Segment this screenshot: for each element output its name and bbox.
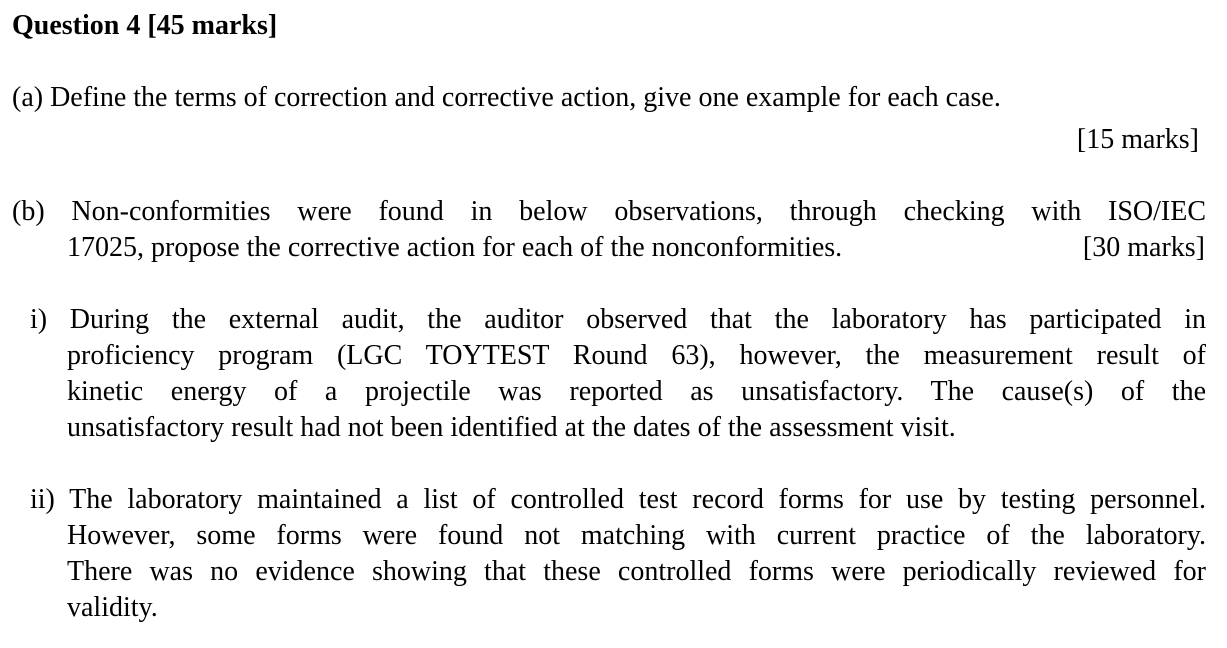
item-i-line-1-wrap bbox=[30, 302, 1206, 338]
question-title: Question 4 [45 marks] bbox=[12, 10, 278, 41]
item-i-line-3: kinetic energy of a projectile was reported as unsatisfactory. The cause(s) of the bbox=[67, 376, 1206, 407]
item-i-line-4: unsatisfactory result had not been identified at the dates of the assessment visit. bbox=[67, 412, 956, 443]
part-b-line-2: 17025, propose the corrective action for each of the nonconformities. bbox=[67, 232, 843, 263]
item-i-body bbox=[67, 338, 1206, 446]
item-i-line-2: proficiency program (LGC TOYTEST Round 63), however, the measurement result of bbox=[67, 340, 1206, 371]
item-ii-line-2: However, some forms were found not matching with current practice of the laboratory. bbox=[67, 520, 1206, 551]
item-ii-line-3: There was no evidence showing that these controlled forms were periodically reviewed for bbox=[67, 556, 1206, 587]
item-ii-body bbox=[67, 518, 1206, 626]
part-b-line-1: (b) Non-conformities were found in below observations, through checking with ISO/IEC bbox=[12, 196, 1206, 227]
item-i-line-1: i) During the external audit, the auditor observed that the laboratory has participated in bbox=[30, 304, 1206, 335]
part-a-marks: [15 marks] bbox=[1076, 124, 1199, 155]
part-a-text: (a) Define the terms of correction and corrective action, give one example for each case. bbox=[12, 82, 1001, 113]
part-b-marks: [30 marks] bbox=[1082, 232, 1205, 263]
item-ii-line-1-wrap bbox=[30, 482, 1206, 518]
item-ii-line-4: validity. bbox=[67, 592, 158, 623]
item-ii-line-1: ii) The laboratory maintained a list of controlled test record forms for use by testing personnel. bbox=[30, 484, 1206, 515]
